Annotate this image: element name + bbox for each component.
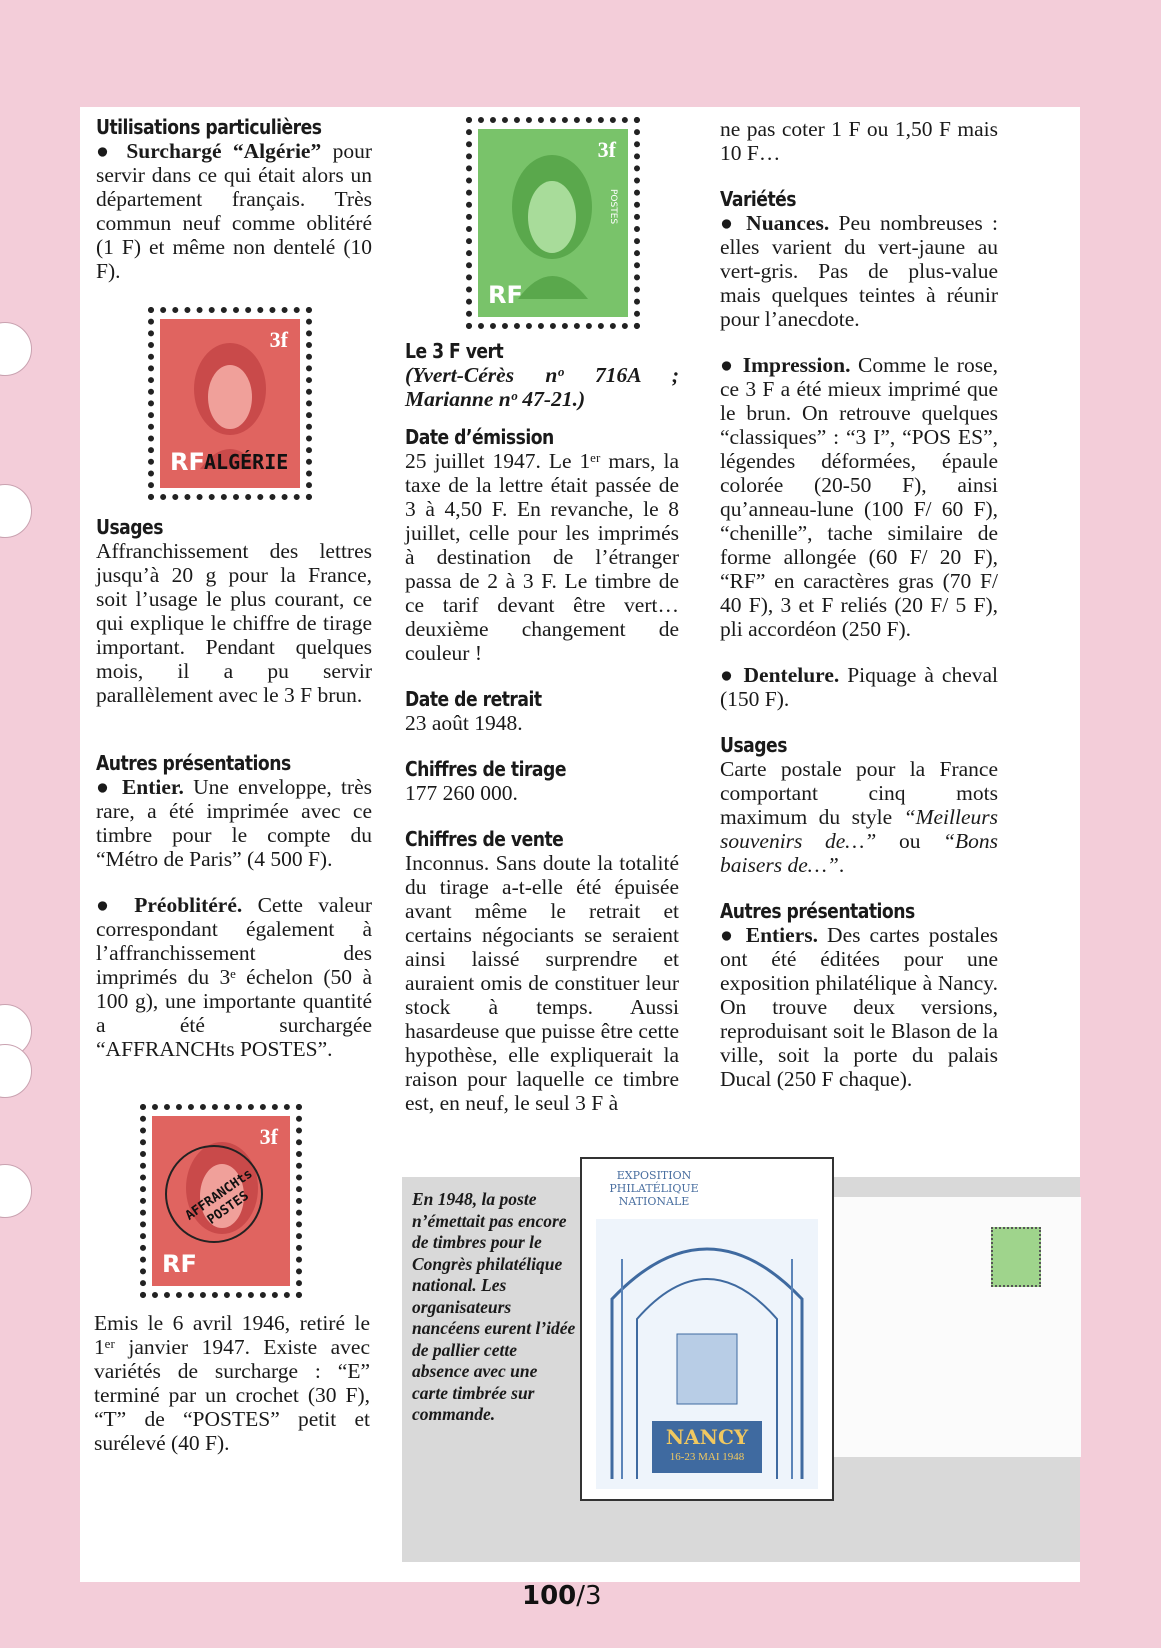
postcard-stamp [991,1227,1041,1287]
column-left [96,115,372,283]
postcard-city: NANCY [665,1425,749,1449]
heading-date-emission: Date d’émission [405,425,554,449]
paragraph-continuation: ne pas coter 1 F ou 1,50 F mais 10 F… [720,117,998,165]
column-left-3 [94,1311,370,1455]
paragraph-date-retrait: 23 août 1948. [405,711,523,735]
heading-autres-presentations: Autres présentations [96,751,291,775]
binder-hole [0,1164,32,1218]
heading-usages-2: Usages [720,733,787,757]
column-left-2 [96,515,372,1061]
paragraph-entiers: ● Entiers. Des cartes postales ont été éditées pour une exposition philatélique à Nancy. On trouve deux versions, reproduisant soit le Blason de la ville, soit la porte du palais Ducal (250 F chaque). [720,923,998,1091]
paragraph-dentelure: ● Dentelure. Piquage à cheval (150 F). [720,663,999,711]
heading-autres-presentations-2: Autres présentations [720,899,915,923]
paragraph-usages: Affranchissement des lettres jusqu’à 20 g pour la France, soit l’usage le plus courant, ce qui explique le chiffre de tirage important. Pendant quelques mois, il a pu servir parallèlement avec le 3 F brun. [96,539,372,707]
column-middle [405,339,679,1115]
paragraph-emis: Emis le 6 avril 1946, retiré le 1ᵉʳ janvier 1947. Existe avec variétés de surcharge : “E” terminé par un crochet (30 F), “T” de “POSTES” petit et surélevé (40 F). [94,1311,370,1455]
heading-chiffres-tirage: Chiffres de tirage [405,757,566,781]
column-right [720,117,998,1091]
paragraph-algerie: ● Surchargé “Algérie” pour servir dans ce qui était alors un département français. Très commun neuf comme oblitéré (1 F) et même non dentelé (10 F). [96,139,372,283]
stamp-3f-vert: 3f POSTES RF [466,117,640,329]
heading-varietes: Variétés [720,187,797,211]
overprint-affranchts-postes: AFFRANCHts POSTES [182,1166,256,1228]
paragraph-entier: ● Entier. Une enveloppe, très rare, a été imprimée avec ce timbre pour le compte du “Métro de Paris” (4 500 F). [96,775,373,871]
heading-utilisations: Utilisations particulières [96,115,322,139]
heading-chiffres-vente: Chiffres de vente [405,827,564,851]
heading-3f-vert: Le 3 F vert [405,339,504,363]
page-number: 100/3 [522,1581,602,1611]
catalogue-page [80,107,1080,1611]
postcard-back [832,1197,1081,1457]
stamp-algerie: 3f RF ALGÉRIE [148,307,312,500]
catalogue-reference: (Yvert-Cérès nᵒ 716A ; Marianne nᵒ 47-21.) [405,363,679,411]
binder-hole [0,484,32,538]
paragraph-chiffres-tirage: 177 260 000. [405,781,518,805]
binder-hole [0,1044,32,1098]
illustration-caption: En 1948, la poste n’émettait pas encore de timbres pour le Congrès philatélique national. Les organisateurs nancéens eurent l’idée de pallier cette absence avec une carte timbrée sur commande. [412,1189,576,1424]
postcard-nancy [580,1157,834,1501]
postcard-title: EXPOSITION PHILATÉLIQUE NATIONALE [609,1169,699,1208]
stamp-preoblitere: 3f RF AFFRANCHts POSTES [140,1104,302,1298]
paragraph-nuances: ● Nuances. Peu nombreuses : elles varient du vert-jaune au vert-gris. Pas de plus-value mais quelques teintes à réunir pour l’anecdote. [720,211,998,331]
heading-date-retrait: Date de retrait [405,687,542,711]
overprint-algerie: ALGÉRIE [204,450,289,474]
paragraph-date-emission: 25 juillet 1947. Le 1ᵉʳ mars, la taxe de la lettre était passée de 3 à 4,50 F. En revanche, le 8 juillet, celle pour les imprimés à destination de l’étranger passa de 2 à 3 F. Le timbre de ce tarif devant être vert… deuxième changement de couleur ! [405,449,679,665]
binder-hole [0,322,32,376]
paragraph-preoblitere: ● Préoblitéré. Cette valeur correspondant également à l’affranchissement des imprimés du 3ᵉ échelon (50 à 100 g), une importante quantité a été surchargée “AFFRANCHts POSTES”. [96,893,372,1061]
paragraph-impression: ● Impression. Comme le rose, ce 3 F a été mieux imprimé que le brun. On retrouve quelques “classiques” : “3 I”, “POS ES”, légendes déformées, épaule colorée (20-50 F), ainsi qu’anneau-lune (100 F/ 60 F), “chenille”, tache similaire de forme allongée (60 F/ 20 F), “RF” en caractères gras (70 F/ 40 F), 3 et F reliés (20 F/ 5 F), pli accordéon (250 F). [720,353,998,641]
heading-usages: Usages [96,515,163,539]
paragraph-usages-2: Carte postale pour la France comportant cinq mots maximum du style “Meilleurs souvenirs de…” ou “Bons baisers de…”. [720,757,999,877]
paragraph-chiffres-vente: Inconnus. Sans doute la totalité du tirage a-t-elle été épuisée avant même le retrait et certains négociants se seraient ainsi laissé surprendre et auraient omis de constituer leur stock à temps. Aussi hasardeuse que puisse être cette hypothèse, elle expliquerait la raison pour laquelle ce timbre est, en neuf, le seul 3 F à [405,851,679,1115]
postcard-dates: 16-23 MAI 1948 [669,1451,745,1463]
